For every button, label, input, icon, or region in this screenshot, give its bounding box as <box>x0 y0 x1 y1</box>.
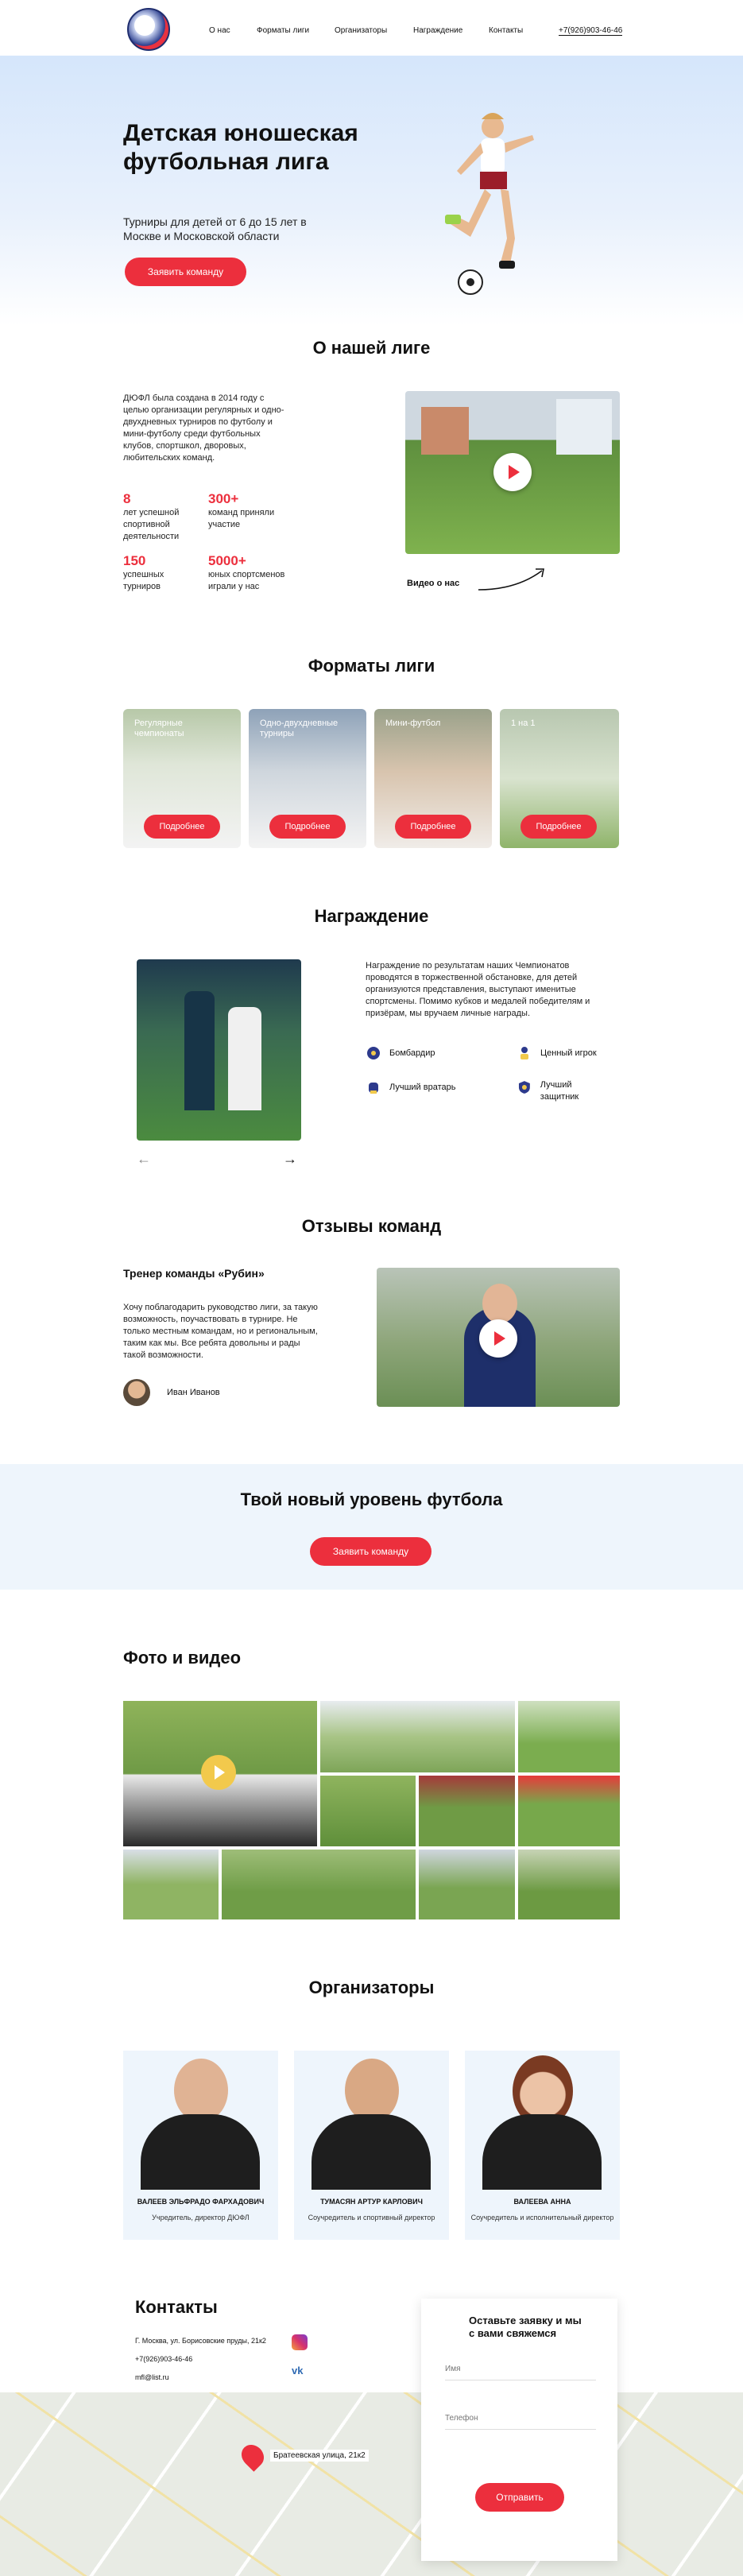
format-card-title: Мини-футбол <box>385 719 441 728</box>
submit-button[interactable]: Отправить <box>475 2483 564 2512</box>
background-building <box>421 407 469 455</box>
contact-form <box>421 2299 617 2561</box>
contacts-title: Контакты <box>135 2297 218 2317</box>
format-card-1v1[interactable] <box>500 709 619 848</box>
stat-label: юных спортсменов играли у нас <box>208 570 285 591</box>
league-logo[interactable] <box>127 8 170 51</box>
format-card-title: Одно-двухдневные турниры <box>260 719 339 738</box>
gallery-photo[interactable] <box>419 1776 515 1846</box>
format-card-title: 1 на 1 <box>511 719 536 728</box>
organizer-role: Соучредитель и исполнительный директор <box>470 2214 614 2222</box>
play-icon[interactable] <box>493 453 532 491</box>
contacts-section <box>0 2281 743 2392</box>
gallery-photo[interactable] <box>123 1850 219 1919</box>
stat-value: 5000+ <box>208 553 246 568</box>
review-video-thumbnail[interactable] <box>377 1268 620 1407</box>
formats-title: Форматы лиги <box>308 656 435 676</box>
award-defender <box>517 1079 612 1103</box>
gallery-photo[interactable] <box>320 1701 515 1772</box>
shield-icon <box>517 1079 532 1095</box>
arrow-curve-icon <box>477 564 548 593</box>
format-more-button[interactable]: Подробнее <box>395 815 471 839</box>
award-goalkeeper <box>366 1079 455 1095</box>
hero-apply-button[interactable]: Заявить команду <box>125 258 246 286</box>
gallery-photo[interactable] <box>518 1701 620 1772</box>
review-text: Хочу поблагодарить руководство лиги, за такую возможность, поучаствовать в турнире. Не только местным командам, но и региональным, таким как мы. Все ребята довольны и рады такой возможности. <box>123 1303 318 1360</box>
awards-text: Награждение по результатам наших Чемпионатов проводятся в торжественной обстановке, для детей организуются представления, выступают именитые спортсмены. Помимо кубков и медалей победителям и призёрам, мы вручаем личные награды. <box>366 961 590 1018</box>
hero-section <box>0 56 743 326</box>
contacts-phone[interactable]: +7(926)903-46-46 <box>135 2355 193 2363</box>
stat-athletes <box>208 553 304 593</box>
award-mvp <box>517 1045 597 1061</box>
organizer-card <box>294 2051 449 2240</box>
stat-value: 300+ <box>208 491 239 506</box>
about-title: О нашей лиге <box>312 338 431 358</box>
award-label: Лучший вратарь <box>389 1083 456 1092</box>
gallery-title: Фото и видео <box>123 1648 242 1668</box>
organizer-name: ВАЛЕЕВА АННА <box>513 2198 571 2206</box>
awards-title: Награждение <box>314 906 429 926</box>
map[interactable] <box>0 2392 743 2576</box>
about-text: ДЮФЛ была создана в 2014 году с целью организации регулярных и одно-двухдневных турниров по футболу и мини-футболу среди футбольных клубов, спортшкол, дворовых, любительских команд. <box>123 393 284 463</box>
avatar <box>123 1379 150 1406</box>
stat-years <box>123 491 203 543</box>
coach-head <box>482 1284 517 1323</box>
organizer-name: ТУМАСЯН АРТУР КАРЛОВИЧ <box>320 2198 423 2206</box>
gallery-photo[interactable] <box>518 1850 620 1919</box>
about-video-thumbnail[interactable] <box>405 391 620 554</box>
review-coach: Тренер команды «Рубин» <box>123 1267 265 1280</box>
stat-value: 8 <box>123 491 131 506</box>
name-input[interactable] <box>445 2358 596 2380</box>
organizer-card <box>123 2051 278 2240</box>
organizer-role: Соучредитель и спортивный директор <box>308 2214 435 2222</box>
gallery-grid <box>123 1701 620 1919</box>
reviews-title: Отзывы команд <box>301 1216 442 1236</box>
phone-input[interactable] <box>445 2407 596 2430</box>
organizer-shirt <box>141 2114 260 2190</box>
gallery-photo[interactable] <box>518 1776 620 1846</box>
stat-teams <box>208 491 288 531</box>
nav-formats[interactable]: Форматы лиги <box>257 26 310 35</box>
nav-awards[interactable]: Награждение <box>413 26 463 35</box>
format-card-short[interactable] <box>249 709 366 848</box>
organizer-photo <box>345 2059 399 2122</box>
hero-player-image <box>437 103 548 302</box>
awards-next-arrow-icon[interactable]: → <box>283 1151 297 1167</box>
format-card-title: Регулярные чемпионаты <box>134 719 184 738</box>
stat-label: лет успешной спортивной деятельности <box>123 508 180 541</box>
glove-icon <box>366 1079 381 1095</box>
nav-about[interactable]: О нас <box>209 26 230 35</box>
organizer-photo <box>174 2059 228 2122</box>
cta-section <box>0 1464 743 1590</box>
cta-apply-button[interactable]: Заявить команду <box>310 1537 431 1566</box>
nav-contacts[interactable]: Контакты <box>489 26 524 35</box>
organizer-shirt <box>312 2114 431 2190</box>
stat-value: 150 <box>123 553 146 568</box>
about-video-label[interactable]: Видео о нас <box>407 579 460 588</box>
contacts-email[interactable]: mfl@list.ru <box>135 2373 169 2381</box>
play-icon[interactable] <box>201 1755 236 1790</box>
gallery-photo[interactable] <box>222 1850 416 1919</box>
organizer-name: ВАЛЕЕВ ЭЛЬФРАДО ФАРХАДОВИЧ <box>137 2198 265 2206</box>
vk-icon[interactable]: vk <box>292 2365 304 2377</box>
stat-label: успешных турниров <box>123 570 164 591</box>
organizers-title: Организаторы <box>308 1978 435 1997</box>
stat-label: команд приняли участие <box>208 508 275 529</box>
play-icon[interactable] <box>479 1319 517 1358</box>
instagram-icon[interactable] <box>292 2334 308 2350</box>
format-more-button[interactable]: Подробнее <box>520 815 597 839</box>
ball-icon <box>366 1045 381 1061</box>
form-title: Оставьте заявку и мы с вами свяжемся <box>469 2315 582 2339</box>
background-building <box>556 399 612 455</box>
format-card-minifootball[interactable] <box>374 709 492 848</box>
nav-organizers[interactable]: Организаторы <box>335 26 388 35</box>
award-label: Бомбардир <box>389 1048 435 1058</box>
hero-title: Детская юношеская футбольная лига <box>123 120 358 175</box>
award-label: Лучший защитник <box>540 1080 579 1102</box>
cta-title: Твой новый уровень футбола <box>240 1489 503 1509</box>
map-pin-label: Братеевская улица, 21к2 <box>270 2450 369 2462</box>
awards-photo <box>137 959 301 1141</box>
organizer-shirt <box>482 2114 602 2190</box>
map-pin-icon[interactable] <box>237 2440 269 2472</box>
header-phone[interactable]: +7(926)903-46-46 <box>559 26 623 35</box>
gallery-photo[interactable] <box>419 1850 515 1919</box>
award-kid-right <box>228 1007 261 1110</box>
contacts-address: Г. Москва, ул. Борисовские пруды, 21к2 <box>135 2337 266 2345</box>
site-header <box>0 0 743 56</box>
format-more-button[interactable]: Подробнее <box>144 815 220 839</box>
gallery-video-main[interactable] <box>123 1701 317 1846</box>
review-author: Иван Иванов <box>167 1388 220 1397</box>
format-card-regular[interactable] <box>123 709 241 848</box>
award-label: Ценный игрок <box>540 1048 597 1058</box>
award-scorer <box>366 1045 435 1061</box>
format-more-button[interactable]: Подробнее <box>269 815 346 839</box>
hero-subtitle: Турниры для детей от 6 до 15 лет в Москве и Московской области <box>123 215 307 242</box>
stat-tournaments <box>123 553 203 593</box>
organizer-role: Учредитель, директор ДЮФЛ <box>152 2214 250 2222</box>
award-kid-left <box>184 991 215 1110</box>
player-icon <box>517 1045 532 1061</box>
awards-prev-arrow-icon[interactable]: ← <box>137 1151 151 1167</box>
gallery-photo[interactable] <box>320 1776 416 1846</box>
organizer-card <box>465 2051 620 2240</box>
